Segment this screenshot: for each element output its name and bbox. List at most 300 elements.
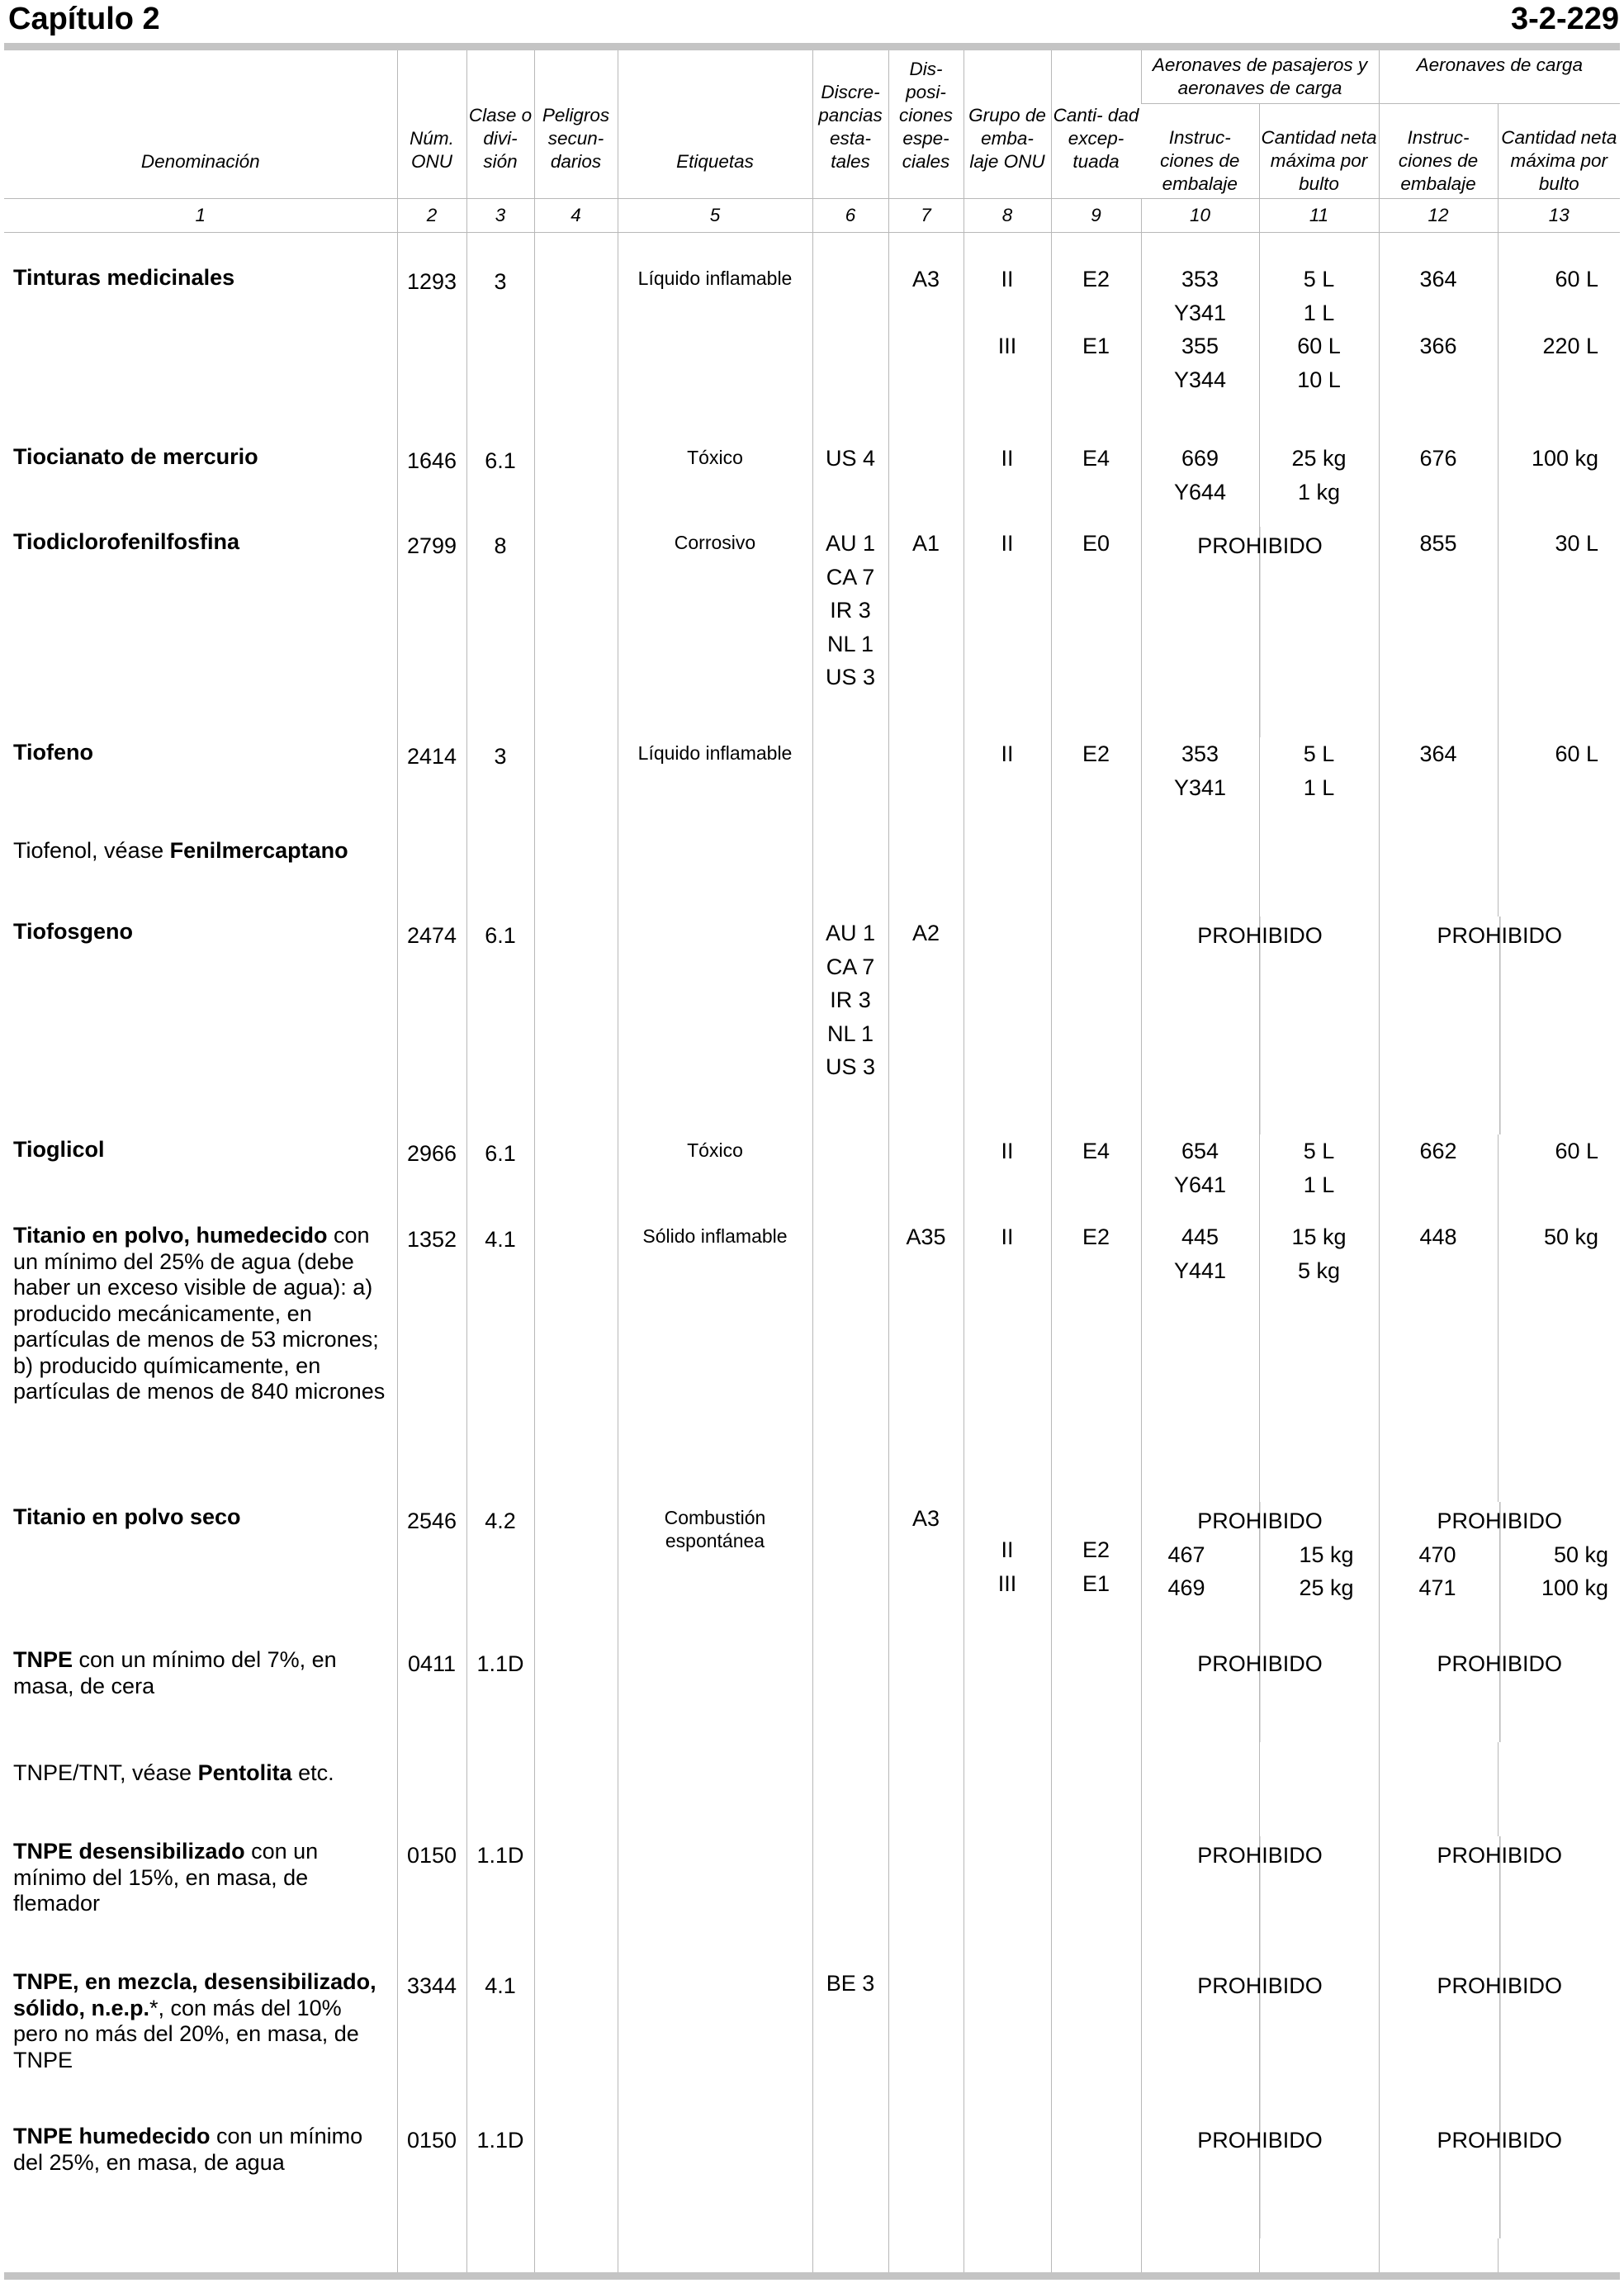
table-cell (1379, 1742, 1498, 1836)
table-cell (1498, 442, 1620, 527)
table-cell (964, 1220, 1051, 1502)
table-row (4, 1502, 1620, 1645)
max-net-quantity: 50 kg (1553, 1542, 1609, 1567)
col-number: 3 (466, 199, 534, 233)
passenger-prohibited-cell (1141, 2121, 1379, 2238)
substance-name: Tiocianato de mercurio (13, 444, 258, 469)
passenger-prohibited-cell (1141, 917, 1379, 1134)
state-variation: IR 3 (830, 598, 871, 623)
un-number: 0150 (397, 1836, 466, 1967)
table-cell (1498, 527, 1620, 737)
table-cell (1259, 1134, 1379, 1220)
packing-instruction: 676 (1419, 446, 1457, 471)
spacer-cell (1259, 233, 1379, 263)
prohibited-text: PROHIBIDO (1197, 1973, 1323, 1998)
hazard-class: 3 (466, 263, 534, 442)
spacer-cell (397, 233, 466, 263)
col-number: 10 (1141, 199, 1259, 233)
max-net-quantity: 1 L (1303, 300, 1335, 325)
table-row (4, 527, 1620, 737)
substance-name: TNPE, en mezcla, desensibilizado, sólido, n.e.p. (13, 1969, 376, 2020)
packing-group: II (1001, 267, 1014, 291)
table-cell (812, 1836, 888, 1967)
state-variation: CA 7 (826, 564, 875, 590)
cargo-prohibited-cell (1379, 1836, 1620, 1967)
table-cell (534, 1967, 618, 2121)
table-cell (812, 820, 888, 917)
filler-cell (812, 2238, 888, 2272)
excepted-quantity: E0 (1082, 531, 1110, 556)
packing-instruction: 353 (1181, 267, 1219, 291)
filler-cell (1498, 2238, 1620, 2272)
hazard-label: Tóxico (618, 1134, 812, 1220)
header-cantidad-exceptuada: Canti- dad excep- tuada (1051, 50, 1141, 199)
table-cell (1498, 1220, 1620, 1502)
table-cell (964, 1742, 1051, 1836)
packing-instruction: 669 (1181, 446, 1219, 471)
packing-instruction: 355 (1181, 334, 1219, 358)
un-number: 2414 (397, 737, 466, 820)
spacer-cell (466, 233, 534, 263)
table-cell (1051, 1645, 1141, 1742)
special-provision: A1 (911, 531, 940, 556)
packing-instruction: 364 (1419, 741, 1457, 766)
table-cell (964, 1502, 1051, 1645)
hazard-class: 8 (466, 527, 534, 737)
max-net-quantity: 15 kg (1291, 1224, 1347, 1249)
packing-group: II (1001, 1537, 1014, 1562)
spacer-cell (1498, 233, 1620, 263)
reference-text: TNPE/TNT, véase (13, 1760, 198, 1785)
table-cell (812, 2121, 888, 2238)
table-cell (812, 1220, 888, 1502)
header-clase: Clase o divi- sión (466, 50, 534, 199)
filler-cell (466, 2238, 534, 2272)
denominacion-cell (4, 442, 397, 527)
table-cell (534, 527, 618, 737)
substance-description: con un mínimo del 7%, en masa, de cera (13, 1647, 337, 1698)
spacer-cell (618, 233, 812, 263)
table-cell (1259, 1220, 1379, 1502)
filler-cell (1141, 2238, 1259, 2272)
packing-instruction: Y644 (1173, 479, 1227, 504)
col-number: 6 (812, 199, 888, 233)
reference-target: Pentolita (197, 1760, 292, 1785)
denominacion-cell (4, 1836, 397, 1967)
excepted-quantity: E2 (1082, 267, 1110, 291)
substance-name: Tioglicol (13, 1137, 105, 1162)
hazard-label (618, 1836, 812, 1967)
table-cell (812, 527, 888, 737)
max-net-quantity: 60 L (1555, 741, 1599, 766)
table-cell (1498, 1134, 1620, 1220)
table-cell (1051, 1967, 1141, 2121)
spacer-cell (1141, 233, 1259, 263)
table-cell (1379, 1134, 1498, 1220)
table-cell (1141, 1134, 1259, 1220)
denominacion-cell (4, 1220, 397, 1502)
table-cell (1051, 820, 1141, 917)
table-cell (812, 1134, 888, 1220)
denominacion-cell (4, 2121, 397, 2238)
un-number: 0411 (397, 1645, 466, 1742)
table-cell (1051, 1220, 1141, 1502)
table-cell (1379, 1220, 1498, 1502)
table-cell (534, 917, 618, 1134)
substance-name: TNPE (13, 1647, 73, 1672)
prohibited-text: PROHIBIDO (1437, 1651, 1563, 1676)
bottom-rule (4, 2272, 1620, 2280)
header-denominacion: Denominación (140, 151, 260, 172)
hazard-label (618, 1967, 812, 2121)
special-provision: A2 (911, 921, 940, 945)
hazard-class: 4.2 (466, 1502, 534, 1645)
filler-cell (888, 2238, 964, 2272)
table-cell (534, 1836, 618, 1967)
max-net-quantity: 15 kg (1299, 1542, 1354, 1567)
table-cell (397, 1742, 466, 1836)
table-cell (812, 917, 888, 1134)
max-net-quantity: 60 L (1555, 1139, 1599, 1163)
prohibited-text: PROHIBIDO (1197, 1509, 1323, 1533)
packing-group: II (1001, 1224, 1014, 1249)
table-cell (812, 1742, 888, 1836)
table-cell (1259, 1742, 1379, 1836)
table-cell (888, 917, 964, 1134)
table-cell (1498, 1742, 1620, 1836)
prohibited-text: PROHIBIDO (1197, 1651, 1323, 1676)
substance-description: *, con más del 10% pero no más del 20%, en masa, de TNPE (13, 1995, 359, 2072)
passenger-prohibited-cell (1141, 1645, 1379, 1742)
col-number: 1 (4, 199, 397, 233)
substance-name: Tiofosgeno (13, 919, 133, 944)
cargo-prohibited-cell (1379, 1967, 1620, 2121)
packing-instruction: 469 (1167, 1575, 1205, 1600)
packing-instruction: 366 (1419, 334, 1457, 358)
prohibited-text: PROHIBIDO (1437, 1843, 1563, 1868)
table-cell (1379, 263, 1498, 442)
spacer-cell (1379, 233, 1498, 263)
un-number: 1646 (397, 442, 466, 527)
table-cell (534, 442, 618, 527)
un-number: 2799 (397, 527, 466, 737)
max-net-quantity: 5 L (1303, 1139, 1335, 1163)
table-cell (1379, 442, 1498, 527)
un-number: 2474 (397, 917, 466, 1134)
spacer-cell (888, 233, 964, 263)
header-peligros: Peligros secun- darios (534, 50, 618, 199)
table-cell (812, 737, 888, 820)
excepted-quantity (1052, 296, 1141, 330)
cargo-prohibited-cell (1379, 1645, 1620, 1742)
table-cell (1051, 263, 1141, 442)
table-cell (1051, 1836, 1141, 1967)
header-cantidad-carga: Cantidad neta máxima por bulto (1498, 104, 1620, 199)
table-cell (1051, 2121, 1141, 2238)
reference-suffix: etc. (291, 1760, 334, 1785)
denominacion-cell (4, 263, 397, 442)
hazard-label (618, 2121, 812, 2238)
packing-group: II (1001, 741, 1014, 766)
col-number: 5 (618, 199, 812, 233)
table-cell (888, 1836, 964, 1967)
hazard-label: Corrosivo (618, 527, 812, 737)
filler-cell (1379, 2238, 1498, 2272)
special-provision: A3 (911, 267, 940, 291)
reference-text: Tiofenol, véase (13, 838, 170, 863)
table-cell (812, 442, 888, 527)
excepted-quantity: E4 (1082, 446, 1110, 471)
passenger-prohibited-cell (1141, 1502, 1379, 1645)
packing-instruction: 654 (1181, 1139, 1219, 1163)
un-number: 0150 (397, 2121, 466, 2238)
header-disposiciones: Dis- posi- ciones espe- ciales (888, 50, 964, 199)
header-etiquetas: Etiquetas (618, 50, 812, 199)
table-cell (888, 263, 964, 442)
spacer-cell (1051, 233, 1141, 263)
un-number: 3344 (397, 1967, 466, 2121)
denominacion-cell (4, 527, 397, 737)
prohibited-text: PROHIBIDO (1197, 2128, 1323, 2153)
table-cell (812, 263, 888, 442)
state-variation: US 3 (825, 1054, 876, 1079)
max-net-quantity: 60 L (1297, 334, 1341, 358)
table-row (4, 2121, 1620, 2238)
table-cell (888, 1967, 964, 2121)
hazard-label (618, 1645, 812, 1742)
table-cell (534, 1645, 618, 1742)
col-number: 9 (1051, 199, 1141, 233)
packing-instruction: Y341 (1173, 774, 1227, 800)
filler-cell (1051, 2238, 1141, 2272)
packing-instruction: 353 (1181, 741, 1219, 766)
table-cell (964, 2121, 1051, 2238)
table-cell (1498, 263, 1620, 442)
packing-instruction: Y341 (1173, 300, 1227, 325)
max-net-quantity (1499, 296, 1599, 330)
prohibited-text: PROHIBIDO (1197, 923, 1323, 948)
table-row (4, 1134, 1620, 1220)
state-variation: BE 3 (826, 1971, 875, 1996)
state-variation: NL 1 (826, 631, 874, 656)
table-cell (534, 1134, 618, 1220)
max-net-quantity: 50 kg (1543, 1224, 1599, 1249)
spacer-cell (4, 233, 397, 263)
hazard-class: 1.1D (466, 1645, 534, 1742)
special-provision: A35 (906, 1224, 946, 1249)
table-cell (964, 442, 1051, 527)
table-cell (888, 820, 964, 917)
table-cell (534, 1742, 618, 1836)
page-number: 3-2-229 (1511, 2, 1619, 36)
table-cell (888, 1645, 964, 1742)
substance-name: Titanio en polvo, humedecido (13, 1223, 328, 1248)
packing-group: II (1001, 1139, 1014, 1163)
top-rule (4, 43, 1620, 50)
packing-instruction: 364 (1419, 267, 1457, 291)
header-cantidad-pasajeros: Cantidad neta máxima por bulto (1259, 104, 1379, 199)
hazard-class: 4.1 (466, 1967, 534, 2121)
table-row (4, 1220, 1620, 1502)
col-number: 8 (964, 199, 1051, 233)
table-row (4, 737, 1620, 820)
hazard-class: 6.1 (466, 442, 534, 527)
state-variation: CA 7 (826, 954, 875, 979)
state-variation: US 3 (825, 665, 876, 689)
state-variation: AU 1 (825, 531, 876, 556)
table-cell (1259, 263, 1379, 442)
header-num-onu: Núm. ONU (397, 50, 466, 199)
filler-cell (964, 2238, 1051, 2272)
table-row (4, 1742, 1620, 1836)
table-cell (1051, 737, 1141, 820)
spacer-cell (534, 233, 618, 263)
table-cell (1051, 1134, 1141, 1220)
table-cell (1379, 820, 1498, 917)
table-cell (618, 820, 812, 917)
passenger-packing-line (1142, 1538, 1379, 1572)
table-cell (964, 820, 1051, 917)
table-cell (964, 1836, 1051, 1967)
passenger-prohibited-cell (1141, 1967, 1379, 2121)
substance-name: Titanio en polvo seco (13, 1504, 241, 1529)
passenger-prohibited-cell (1141, 527, 1379, 737)
table-cell (534, 820, 618, 917)
header-instrucciones-carga: Instruc- ciones de embalaje (1379, 104, 1498, 199)
hazard-class: 4.1 (466, 1220, 534, 1502)
excepted-quantity: E2 (1082, 1537, 1110, 1562)
chapter-title: Capítulo 2 (8, 2, 160, 36)
table-body (4, 233, 1620, 2273)
table-cell (888, 1134, 964, 1220)
packing-instruction: Y344 (1173, 367, 1227, 392)
packing-group: III (997, 1570, 1017, 1596)
denominacion-cell (4, 1742, 397, 1836)
table-cell (534, 1220, 618, 1502)
table-cell (534, 1502, 618, 1645)
packing-instruction: 467 (1167, 1542, 1205, 1567)
cargo-packing-line (1380, 1538, 1621, 1572)
table-cell (466, 1742, 534, 1836)
max-net-quantity: 1 kg (1297, 479, 1341, 504)
col-number: 4 (534, 199, 618, 233)
table-cell (1141, 263, 1259, 442)
denominacion-cell (4, 917, 397, 1134)
table-cell (1259, 820, 1379, 917)
column-number-row (4, 199, 1620, 233)
table-cell (1141, 442, 1259, 527)
max-net-quantity: 1 L (1303, 774, 1335, 800)
substance-description: con un mínimo del 25%, en masa, de agua (13, 2124, 363, 2175)
prohibited-text: PROHIBIDO (1197, 1843, 1323, 1868)
table-cell (964, 263, 1051, 442)
col-number: 7 (888, 199, 964, 233)
prohibited-text: PROHIBIDO (1437, 923, 1563, 948)
table-cell (534, 2121, 618, 2238)
filler-cell (1259, 2238, 1379, 2272)
hazard-label: Combustión espontánea (618, 1502, 812, 1645)
excepted-quantity: E2 (1082, 1224, 1110, 1249)
substance-name: TNPE humedecido (13, 2124, 211, 2148)
state-variation: NL 1 (826, 1021, 874, 1046)
hazard-class: 6.1 (466, 917, 534, 1134)
table-cell (812, 1967, 888, 2121)
table-cell (888, 2121, 964, 2238)
header-instrucciones-pasajeros: Instruc- ciones de embalaje (1160, 127, 1240, 194)
spacer-cell (812, 233, 888, 263)
cargo-prohibited-cell (1379, 917, 1620, 1134)
hazard-label: Tóxico (618, 442, 812, 527)
table-cell (1141, 737, 1259, 820)
prohibited-text: PROHIBIDO (1437, 2128, 1563, 2153)
filler-cell (618, 2238, 812, 2272)
table-cell (1379, 527, 1498, 737)
denominacion-cell (4, 820, 397, 917)
table-cell (964, 917, 1051, 1134)
passenger-packing-line (1142, 1571, 1379, 1605)
excepted-quantity: E2 (1082, 741, 1110, 766)
table-cell (812, 1645, 888, 1742)
max-net-quantity: 25 kg (1299, 1575, 1354, 1600)
denominacion-cell (4, 1134, 397, 1220)
packing-instruction: 445 (1181, 1224, 1219, 1249)
un-number: 1293 (397, 263, 466, 442)
packing-instruction: 471 (1418, 1575, 1456, 1600)
packing-instruction: 855 (1419, 531, 1457, 556)
prohibited-text: PROHIBIDO (1437, 1509, 1563, 1533)
packing-instruction: 448 (1419, 1224, 1457, 1249)
table-cell (466, 820, 534, 917)
excepted-quantity: E1 (1082, 334, 1110, 358)
table-cell (1498, 737, 1620, 820)
spacer-cell (964, 233, 1051, 263)
table-cell (1141, 820, 1259, 917)
excepted-quantity: E1 (1082, 1570, 1110, 1596)
denominacion-cell (4, 1967, 397, 2121)
state-variation: US 4 (825, 446, 876, 471)
cargo-prohibited-cell (1379, 2121, 1620, 2238)
packing-instruction: Y641 (1173, 1172, 1227, 1197)
table-cell (534, 737, 618, 820)
table-cell (888, 527, 964, 737)
hazard-label: Líquido inflamable (618, 263, 812, 442)
substance-description: con un mínimo del 15%, en masa, de flemador (13, 1839, 319, 1916)
table-cell (1379, 737, 1498, 820)
packing-instruction (1380, 296, 1498, 330)
table-cell (1259, 442, 1379, 527)
filler-cell (397, 2238, 466, 2272)
excepted-quantity: E4 (1082, 1139, 1110, 1163)
packing-instruction: 662 (1419, 1139, 1457, 1163)
table-cell (1259, 737, 1379, 820)
table-cell (888, 1502, 964, 1645)
col-number: 13 (1498, 199, 1620, 233)
max-net-quantity: 10 L (1297, 367, 1341, 392)
max-net-quantity: 5 kg (1297, 1258, 1341, 1283)
table-cell (1141, 1742, 1259, 1836)
prohibited-text: PROHIBIDO (1437, 1973, 1563, 1998)
table-row (4, 1645, 1620, 1742)
substance-name: Tiofeno (13, 740, 93, 765)
table-row (4, 263, 1620, 442)
dangerous-goods-table (4, 50, 1620, 2272)
hazard-label: Sólido inflamable (618, 1220, 812, 1502)
col-number: 11 (1259, 199, 1379, 233)
substance-description: con un mínimo del 25% de agua (debe haber un exceso visible de agua): a) producido mecánicamente, en partículas de menos de 53 micrones; b) producido químicamente, en partículas de menos de 840 micrones (13, 1223, 386, 1404)
table-row (4, 820, 1620, 917)
packing-group: II (1001, 446, 1014, 471)
table-row (4, 1967, 1620, 2121)
